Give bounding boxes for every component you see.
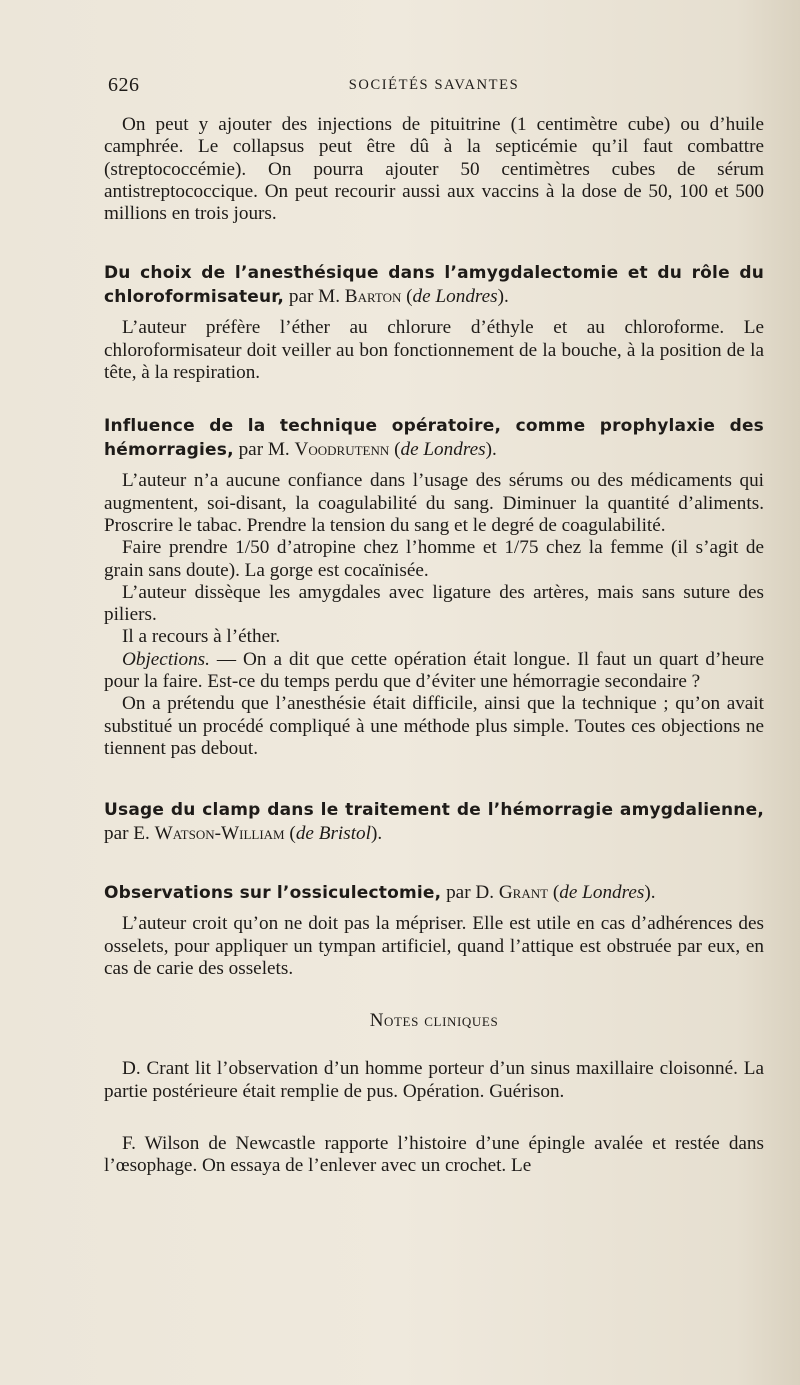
article-heading-clamp [104, 798, 764, 845]
running-head: SOCIÉTÉS SAVANTES [348, 77, 520, 93]
article-heading-anesthesique [104, 261, 764, 309]
article-paragraph: L’auteur préfère l’éther au chlorure d’éthyle et au chloroforme. Le chloroformisateur doit veiller au bon fonctionnement de la bouche, à la position de la tête, à la respiration. [104, 317, 764, 384]
article-heading-ossiculectomie [104, 881, 764, 905]
author-name: Barton [344, 286, 402, 308]
section-title-notes-cliniques: Notes cliniques [369, 1010, 499, 1032]
objections-paragraph [104, 649, 764, 694]
page-header [108, 74, 760, 100]
article-title: Du choix de l’anesthésique dans l’amygdalectomie et du rôle du chloroformisateur, [104, 263, 764, 308]
objections-label: Objections. [122, 648, 210, 670]
article-title: Influence de la technique opératoire, comme prophylaxie des hémorragies, [104, 416, 764, 461]
article-paragraph: L’auteur dissèque les amygdales avec ligature des artères, mais sans suture des piliers. [104, 581, 764, 626]
author-name: Voodrutenn [294, 439, 390, 461]
byline: par E. Watson-William (de Bristol). [104, 823, 383, 845]
author-place: de Londres [559, 882, 645, 904]
author-name: Watson-William [154, 823, 285, 845]
article-paragraph: L’auteur croit qu’on ne doit pas la mépriser. Elle est utile en cas d’adhérences des osselets, pour appliquer un tympan artificiel, quand l’attique est obstruée par eux, en cas de carie des osselets. [104, 913, 764, 979]
article-paragraph: Il a recours à l’éther. [122, 626, 281, 648]
article-title: Observations sur l’ossiculectomie, [104, 883, 442, 904]
byline: par M. Barton (de Londres). [284, 286, 509, 308]
clinical-note: D. Crant lit l’observation d’un homme porteur d’un sinus maxillaire cloisonné. La partie postérieure était remplie de pus. Opération. Guérison. [104, 1058, 764, 1102]
author-place: de Londres [412, 286, 498, 308]
author-place: de Bristol [295, 823, 371, 845]
page-body [104, 114, 764, 1178]
article-paragraph: On a prétendu que l’anesthésie était difficile, ainsi que la technique ; qu’on avait substitué un procédé compliqué à une méthode plus simple. Toutes ces objections ne tiennent pas debout. [104, 693, 764, 759]
intro-paragraph: On peut y ajouter des injections de pituitrine (1 centimètre cube) ou d’huile camphrée. Le collapsus peut être dû à la septicémie qu’il faut combattre (streptococcémie). On pourra ajouter 50 centimètres cubes de sérum antistreptococcique. On peut recourir aussi aux vaccins à la dose de 50, 100 et 500 millions en trois jours. [104, 114, 764, 225]
clinical-note: F. Wilson de Newcastle rapporte l’histoire d’une épingle avalée et restée dans l’œsophage. On essaya de l’enlever avec un crochet. Le [104, 1133, 764, 1177]
byline: par M. Voodrutenn (de Londres). [233, 439, 497, 461]
author-name: Grant [498, 882, 549, 904]
article-paragraph: Faire prendre 1/50 d’atropine chez l’homme et 1/75 chez la femme (il s’agit de grain sans doute). La gorge est cocaïnisée. [104, 537, 764, 581]
article-paragraph: L’auteur n’a aucune confiance dans l’usage des sérums ou des médicaments qui augmentent, soi-disant, la coagulabilité du sang. Diminuer la quantité d’aliments. Proscrire le tabac. Prendre la tension du sang et le degré de coagulabilité. [104, 470, 764, 536]
byline: par D. Grant (de Londres). [441, 882, 656, 904]
page-number: 626 [108, 74, 140, 96]
article-title: Usage du clamp dans le traitement de l’hémorragie amygdalienne, [104, 800, 764, 821]
article-heading-technique-operatoire [104, 414, 764, 462]
author-place: de Londres [400, 439, 486, 461]
objections-text: — On a dit que cette opération était longue. Il faut un quart d’heure pour la faire. Est-ce du temps perdu que d’éviter une hémorragie secondaire ? [104, 648, 764, 693]
